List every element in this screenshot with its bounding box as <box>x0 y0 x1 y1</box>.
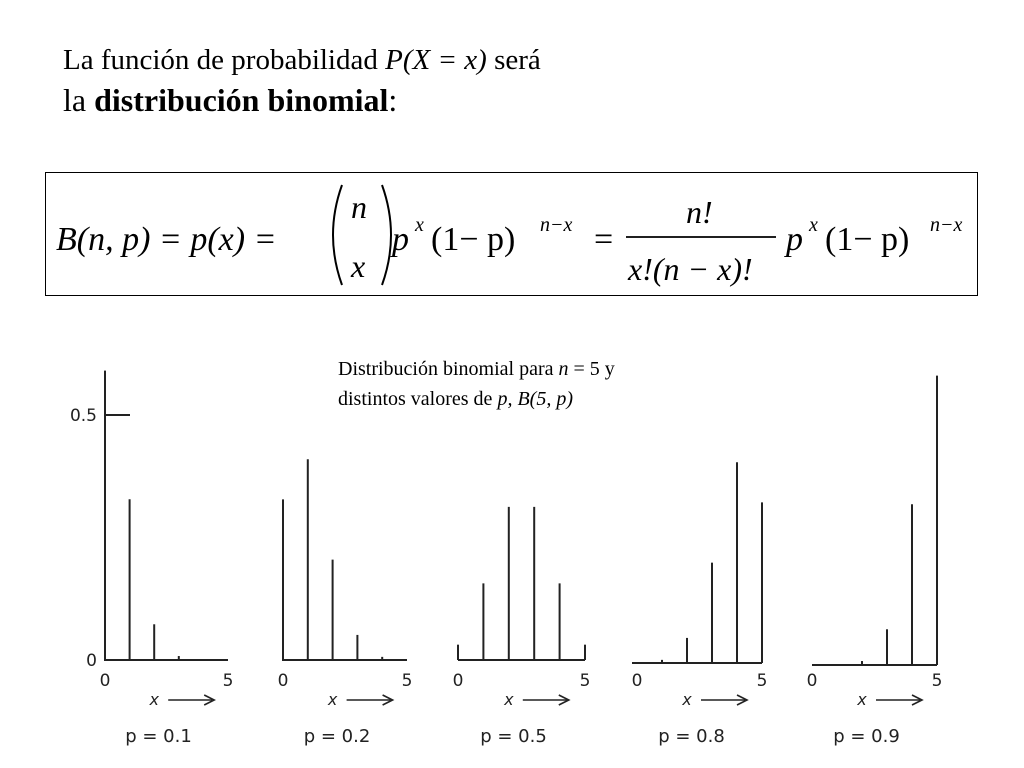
caption-line-1-suffix: = 5 y <box>568 358 615 380</box>
term1-base: p <box>392 221 409 258</box>
term1-paren: (1− p) <box>431 221 516 258</box>
caption-params: p, B(5, p) <box>497 388 573 410</box>
chart-3-xlabel: x <box>504 690 514 709</box>
chart-2-p-label: p = 0.2 <box>303 726 371 747</box>
intro-line-2-suffix: : <box>388 82 398 118</box>
term2-exp: x <box>809 214 818 236</box>
chart-1-ytick-label-0.5: 0.5 <box>69 406 97 426</box>
chart-1-xtick-label-5: 5 <box>222 671 234 691</box>
chart-1-ytick-label-0: 0 <box>86 651 97 671</box>
caption-line-2-prefix: distintos valores de <box>338 388 498 410</box>
chart-4-p-label: p = 0.8 <box>658 726 725 747</box>
intro-line-1-suffix: será <box>486 44 541 76</box>
intro-line-2-prefix: la <box>63 82 95 118</box>
chart-2-xtick-label-5: 5 <box>401 671 413 691</box>
chart-5-xlabel: x <box>857 690 867 709</box>
chart-5-xtick-label-5: 5 <box>931 671 943 691</box>
caption-n: n <box>558 358 569 380</box>
term2-base: p <box>786 221 803 258</box>
chart-2-xtick-label-0: 0 <box>277 671 289 691</box>
chart-1-p-label: p = 0.1 <box>125 726 192 747</box>
chart-4-xtick-label-0: 0 <box>631 671 643 691</box>
binom-top: n <box>351 189 367 225</box>
chart-1-xlabel: x <box>149 690 159 709</box>
caption-line-1-prefix: Distribución binomial para <box>338 358 559 380</box>
term2-paren-exp: n−x <box>930 214 963 236</box>
term2-paren: (1− p) <box>825 221 910 258</box>
term1-paren-exp: n−x <box>540 214 573 236</box>
formula-equals: = <box>594 221 614 258</box>
intro-line-1-prefix: La función de probabilidad <box>63 44 386 76</box>
fraction-numerator: n! <box>686 194 713 230</box>
chart-5-p-label: p = 0.9 <box>833 726 900 747</box>
chart-3-xtick-label-0: 0 <box>452 671 464 691</box>
term1-exp: x <box>415 214 424 236</box>
chart-3-xtick-label-5: 5 <box>579 671 591 691</box>
chart-3-p-label: p = 0.5 <box>480 726 547 747</box>
intro-formula: P(X = x) <box>385 44 487 76</box>
binom-bottom: x <box>351 248 366 284</box>
intro-bold-term: distribución binomial <box>94 82 389 118</box>
chart-4-xtick-label-5: 5 <box>756 671 768 691</box>
chart-2-xlabel: x <box>327 690 338 709</box>
formula-lhs: B(n, p) = p(x) = <box>56 221 277 258</box>
chart-1-xtick-label-0: 0 <box>99 671 111 691</box>
fraction-denominator: x!(n − x)! <box>628 251 753 287</box>
chart-5-xtick-label-0: 0 <box>806 671 818 691</box>
chart-4-xlabel: x <box>682 690 692 709</box>
